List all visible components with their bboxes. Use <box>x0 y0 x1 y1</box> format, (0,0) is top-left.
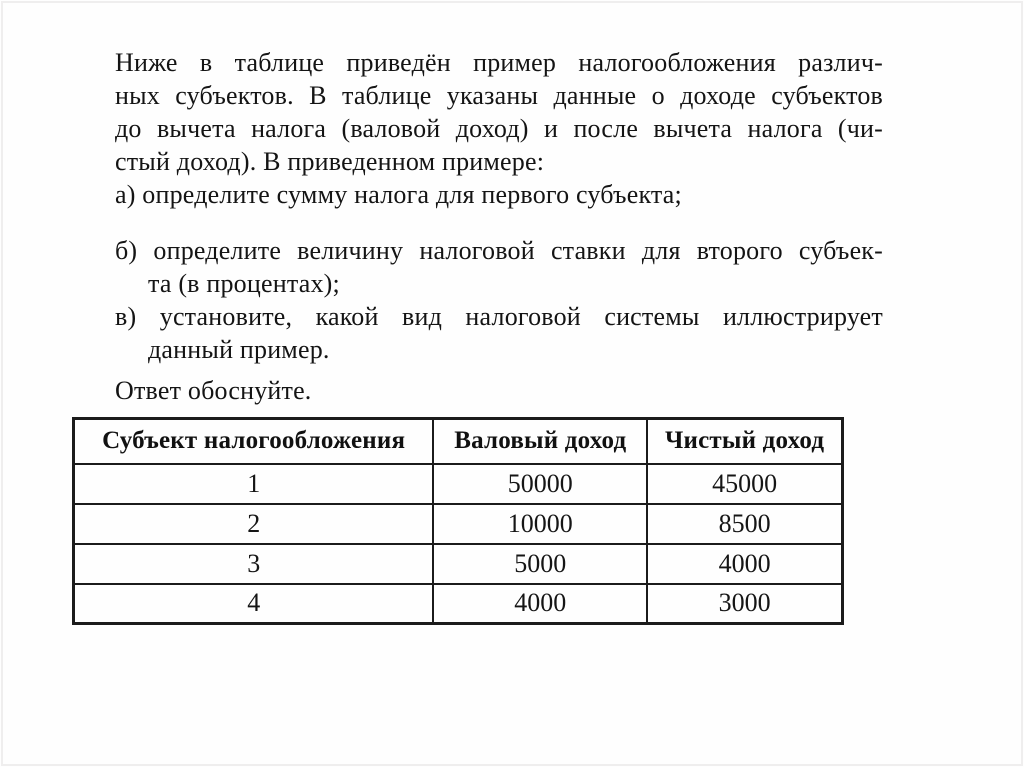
justify-answer-note: Ответ обоснуйте. <box>115 376 312 405</box>
table-cell-subject: 4 <box>74 584 434 624</box>
table-cell-gross: 5000 <box>433 544 647 584</box>
table-cell-subject: 3 <box>74 544 434 584</box>
task-item-b-continued: та (в процентах); <box>148 269 340 298</box>
table-cell-net: 8500 <box>647 504 842 544</box>
table-header-row <box>74 419 843 464</box>
tax-table <box>72 417 844 625</box>
exercise-text <box>115 46 883 407</box>
paragraph-line: до вычета налога (валовой доход) и после вычета налога (чи- <box>115 114 883 143</box>
table-cell-gross: 50000 <box>433 464 647 504</box>
table-cell-net: 3000 <box>647 584 842 624</box>
task-item-a: а) определите сумму налога для первого субъекта; <box>115 180 682 209</box>
table-cell-gross: 10000 <box>433 504 647 544</box>
paragraph-line: Ниже в таблице приведён пример налогообложения различ- <box>115 48 883 77</box>
paragraph-line: ных субъектов. В таблице указаны данные о доходе субъектов <box>115 81 883 110</box>
task-item-b: б) определите величину налоговой ставки для второго субъек- <box>115 236 883 265</box>
column-header-gross-income: Валовый доход <box>433 419 647 464</box>
table-cell-net: 45000 <box>647 464 842 504</box>
table-row <box>74 464 843 504</box>
table-cell-subject: 1 <box>74 464 434 504</box>
column-header-subject: Субъект налогообложения <box>74 419 434 464</box>
paragraph-line: стый доход). В приведенном примере: <box>115 147 545 176</box>
table-cell-net: 4000 <box>647 544 842 584</box>
table-cell-gross: 4000 <box>433 584 647 624</box>
table-row <box>74 544 843 584</box>
table-row <box>74 504 843 544</box>
table-row <box>74 584 843 624</box>
column-header-net-income: Чистый доход <box>647 419 842 464</box>
task-item-v-continued: данный пример. <box>148 335 330 364</box>
table-cell-subject: 2 <box>74 504 434 544</box>
task-item-v: в) установите, какой вид налоговой системы иллюстрирует <box>115 302 883 331</box>
